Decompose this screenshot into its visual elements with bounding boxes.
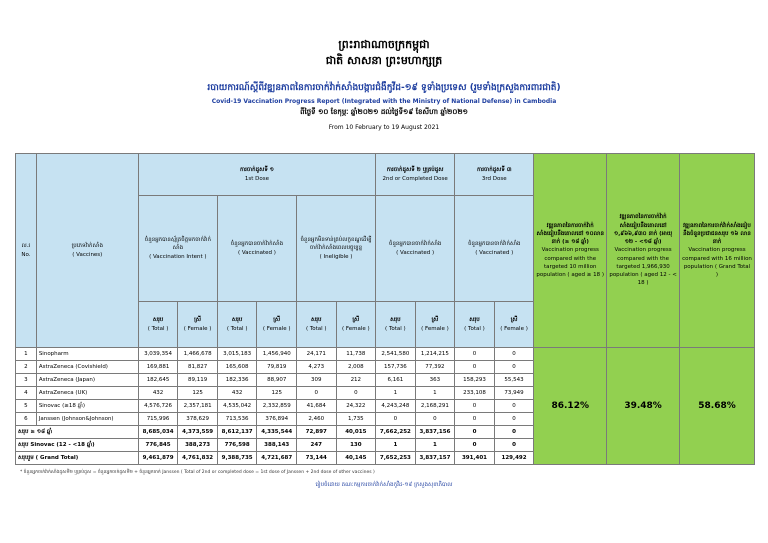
cell-value: 2,332,859 [257, 400, 297, 413]
cell-value: 182,336 [217, 374, 257, 387]
cell-value: 0 [455, 348, 495, 361]
row-no: 1 [16, 348, 37, 361]
vaccine-name: Sinovac (≥18 ឆ្នាំ) [36, 400, 138, 413]
cell-value: 79,819 [257, 361, 297, 374]
cell-value: 41,684 [296, 400, 336, 413]
cell-value: 2,168,291 [415, 400, 455, 413]
vaccinated-header: ចំនួនអ្នកបានចាក់វ៉ាក់សាំង ( Vaccinated ) [217, 196, 296, 302]
col-vaccine-header: ប្រភេទវ៉ាក់សាំង ( Vaccines) [36, 154, 138, 348]
kingdom-title: ព្រះរាជាណាចក្រកម្ពុជា [338, 38, 430, 51]
cell-value: 3,039,354 [138, 348, 178, 361]
progress-teen-header: វឌ្ឍនភាពនៃការចាក់វ៉ាក់សាំងធៀបនឹងគោលដៅ ១,៩៦៦,៩៣០ នាក់ (អាយុ ១២ - <១៨ ឆ្នាំ) Vaccination progress compared with the targeted 1,966,930 population ( aged 12 - < 18 ) [607, 154, 680, 348]
cell-value: 125 [178, 387, 218, 400]
intent-header: ចំនួនអ្នកបានស្ម័គ្រចិត្តមកចាក់វ៉ាក់សាំង ( Vaccination Intent ) [138, 196, 217, 302]
row-no: 3 [16, 374, 37, 387]
cell-value: 72,897 [296, 426, 336, 439]
total-col-header: សរុប ( Total ) [217, 302, 257, 348]
vaccination-table [15, 153, 755, 465]
cell-value: 3,837,156 [415, 426, 455, 439]
cell-value: 1 [376, 439, 416, 452]
total-label: សរុប Sinovac (12 - <18 ឆ្នាំ) [16, 439, 139, 452]
dose2-vaccinated-header: ចំនួនអ្នកបានចាក់វ៉ាក់សាំង ( Vaccinated ) [376, 196, 455, 302]
dose1-header: ការចាក់ដូសទី ១ 1st Dose [138, 154, 375, 196]
cell-value: 1,214,215 [415, 348, 455, 361]
cell-value: 1 [376, 387, 416, 400]
vaccine-name: AstraZeneca (Covishield) [36, 361, 138, 374]
cell-value: 1,456,940 [257, 348, 297, 361]
progress-adult-header: វឌ្ឍនភាពនៃការចាក់វ៉ាក់សាំងធៀបនឹងគោលដៅ ១០លាន នាក់ (≥ ១៨ ឆ្នាំ) Vaccination progress compared with the targeted 10 million population ( aged ≥ 18 ) [534, 154, 607, 348]
cell-value: 125 [257, 387, 297, 400]
female-col-header: ស្រី ( Female ) [494, 302, 534, 348]
cell-value: 7,652,253 [376, 452, 416, 465]
date-range-en: From 10 February to 19 August 2021 [328, 124, 440, 131]
cell-value: 4,273 [296, 361, 336, 374]
motto: ជាតិ សាសនា ព្រះមហាក្សត្រ [325, 54, 443, 67]
report-title-kh: របាយការណ៍ស្តីពីវឌ្ឍនភាពនៃការចាក់វ៉ាក់សាំងបង្ការជំងឺកូវីដ-១៩ ទូទាំងប្រទេស (រួមទាំងក្រសួងការពារជាតិ) [207, 83, 561, 93]
cell-value: 378,629 [178, 413, 218, 426]
cell-value: 73,144 [296, 452, 336, 465]
cell-value: 7,662,252 [376, 426, 416, 439]
cell-value: 158,293 [455, 374, 495, 387]
cell-value: 4,243,248 [376, 400, 416, 413]
cell-value: 40,015 [336, 426, 376, 439]
cell-value: 4,373,559 [178, 426, 218, 439]
cell-value: 0 [455, 426, 495, 439]
cell-value: 1,466,678 [178, 348, 218, 361]
footer-credit: រៀបចំដោយ គណៈកម្មការចាក់វ៉ាក់សាំងកូវីដ-១៩ ក្រសួងសុខាភិបាល [315, 482, 453, 488]
cell-value: 363 [415, 374, 455, 387]
cell-value: 0 [494, 348, 534, 361]
cell-value: 715,996 [138, 413, 178, 426]
row-no: 2 [16, 361, 37, 374]
cell-value: 40,145 [336, 452, 376, 465]
cell-value: 24,171 [296, 348, 336, 361]
cell-value: 130 [336, 439, 376, 452]
cell-value: 0 [455, 400, 495, 413]
cell-value: 0 [455, 413, 495, 426]
female-col-header: ស្រី ( Female ) [178, 302, 218, 348]
cell-value: 776,845 [138, 439, 178, 452]
female-col-header: ស្រី ( Female ) [257, 302, 297, 348]
female-col-header: ស្រី ( Female ) [336, 302, 376, 348]
total-label: សរុប ≥ ១៨ ឆ្នាំ [16, 426, 139, 439]
cell-value: 432 [217, 387, 257, 400]
cell-value: 88,907 [257, 374, 297, 387]
ineligible-header: ចំនួនអ្នកមិនទាន់គ្រប់លក្ខខណ្ឌដើម្បីចាក់វ៉ាក់សាំងពេលបច្ចុប្បន្ន ( Ineligible ) [296, 196, 375, 302]
cell-value: 73,949 [494, 387, 534, 400]
cell-value: 0 [336, 387, 376, 400]
pct-teen: 39.48% [607, 348, 680, 465]
total-label: សរុបរួម ( Grand Total) [16, 452, 139, 465]
cell-value: 3,015,183 [217, 348, 257, 361]
report-title-en: Covid-19 Vaccination Progress Report (Integrated with the Ministry of National Defense) in Cambodia [211, 98, 557, 105]
cell-value: 1 [415, 387, 455, 400]
cell-value: 0 [455, 361, 495, 374]
female-col-header: ស្រី ( Female ) [415, 302, 455, 348]
cell-value: 55,543 [494, 374, 534, 387]
date-range-kh: ពីថ្ងៃទី ១០ ខែកុម្ភៈ ឆ្នាំ២០២១ ដល់ថ្ងៃទី១៩ ខែសីហា ឆ្នាំ២០២១ [300, 108, 468, 116]
dose2-header: ការចាក់ដូសទី ២ ឬគ្រប់ដូស 2nd or Completed Dose [376, 154, 455, 196]
vaccine-name: AstraZeneca (UK) [36, 387, 138, 400]
pct-total: 58.68% [680, 348, 755, 465]
total-col-header: សរុប ( Total ) [376, 302, 416, 348]
cell-value: 309 [296, 374, 336, 387]
cell-value: 9,388,735 [217, 452, 257, 465]
cell-value: 81,827 [178, 361, 218, 374]
cell-value: 2,460 [296, 413, 336, 426]
total-col-header: សរុប ( Total ) [455, 302, 495, 348]
cell-value: 0 [494, 361, 534, 374]
cell-value: 388,143 [257, 439, 297, 452]
col-no-header: ល.រ No. [16, 154, 37, 348]
cell-value: 11,738 [336, 348, 376, 361]
cell-value: 4,576,726 [138, 400, 178, 413]
cell-value: 776,598 [217, 439, 257, 452]
row-no: 5 [16, 400, 37, 413]
cell-value: 8,685,034 [138, 426, 178, 439]
cell-value: 212 [336, 374, 376, 387]
pct-adult: 86.12% [534, 348, 607, 465]
progress-total-header: វឌ្ឍនភាពនៃការចាក់វ៉ាក់សាំងធៀបនឹងចំនួនប្រជាជនសរុប ១៦ លាននាក់ Vaccination progress compared with 16 million population ( Grand Total ) [680, 154, 755, 348]
cell-value: 165,608 [217, 361, 257, 374]
vaccine-name: Sinopharm [36, 348, 138, 361]
cell-value: 2,008 [336, 361, 376, 374]
cell-value: 182,645 [138, 374, 178, 387]
cell-value: 4,335,544 [257, 426, 297, 439]
cell-value: 4,535,042 [217, 400, 257, 413]
vaccine-name: Janssen (Johnson&Johnson) [36, 413, 138, 426]
cell-value: 0 [455, 439, 495, 452]
row-no: 4 [16, 387, 37, 400]
row-no: 6 [16, 413, 37, 426]
cell-value: 247 [296, 439, 336, 452]
cell-value: 233,108 [455, 387, 495, 400]
cell-value: 24,322 [336, 400, 376, 413]
table-row [16, 348, 755, 361]
cell-value: 129,492 [494, 452, 534, 465]
cell-value: 1,735 [336, 413, 376, 426]
cell-value: 169,881 [138, 361, 178, 374]
cell-value: 8,612,137 [217, 426, 257, 439]
cell-value: 4,761,832 [178, 452, 218, 465]
dose3-header: ការចាក់ដូសទី ៣ 3rd Dose [455, 154, 534, 196]
cell-value: 89,119 [178, 374, 218, 387]
cell-value: 0 [376, 413, 416, 426]
footnote: * ចំនួនអ្នកចាក់វ៉ាក់សាំងដូសទី២ ឬគ្រប់ដូស = ចំនួនអ្នកចាក់ដូសទី២ + ចំនួនអ្នកចាក់ Janssen ( Total of 2nd or completed dose = 1st dose of Janssen + 2nd dose of other vaccines ) [20, 470, 375, 475]
cell-value: 0 [494, 439, 534, 452]
cell-value: 6,161 [376, 374, 416, 387]
cell-value: 0 [494, 400, 534, 413]
cell-value: 391,401 [455, 452, 495, 465]
cell-value: 0 [415, 413, 455, 426]
total-col-header: សរុប ( Total ) [138, 302, 178, 348]
cell-value: 376,894 [257, 413, 297, 426]
vaccine-name: AstraZeneca (Japan) [36, 374, 138, 387]
cell-value: 157,736 [376, 361, 416, 374]
cell-value: 713,536 [217, 413, 257, 426]
total-col-header: សរុប ( Total ) [296, 302, 336, 348]
cell-value: 0 [494, 426, 534, 439]
cell-value: 432 [138, 387, 178, 400]
dose3-vaccinated-header: ចំនួនអ្នកបានចាក់វ៉ាក់សាំង ( Vaccinated ) [455, 196, 534, 302]
cell-value: 4,721,687 [257, 452, 297, 465]
cell-value: 2,357,181 [178, 400, 218, 413]
cell-value: 2,541,580 [376, 348, 416, 361]
cell-value: 3,837,157 [415, 452, 455, 465]
cell-value: 0 [494, 413, 534, 426]
cell-value: 9,461,879 [138, 452, 178, 465]
cell-value: 77,392 [415, 361, 455, 374]
cell-value: 0 [296, 387, 336, 400]
cell-value: 388,273 [178, 439, 218, 452]
cell-value: 1 [415, 439, 455, 452]
